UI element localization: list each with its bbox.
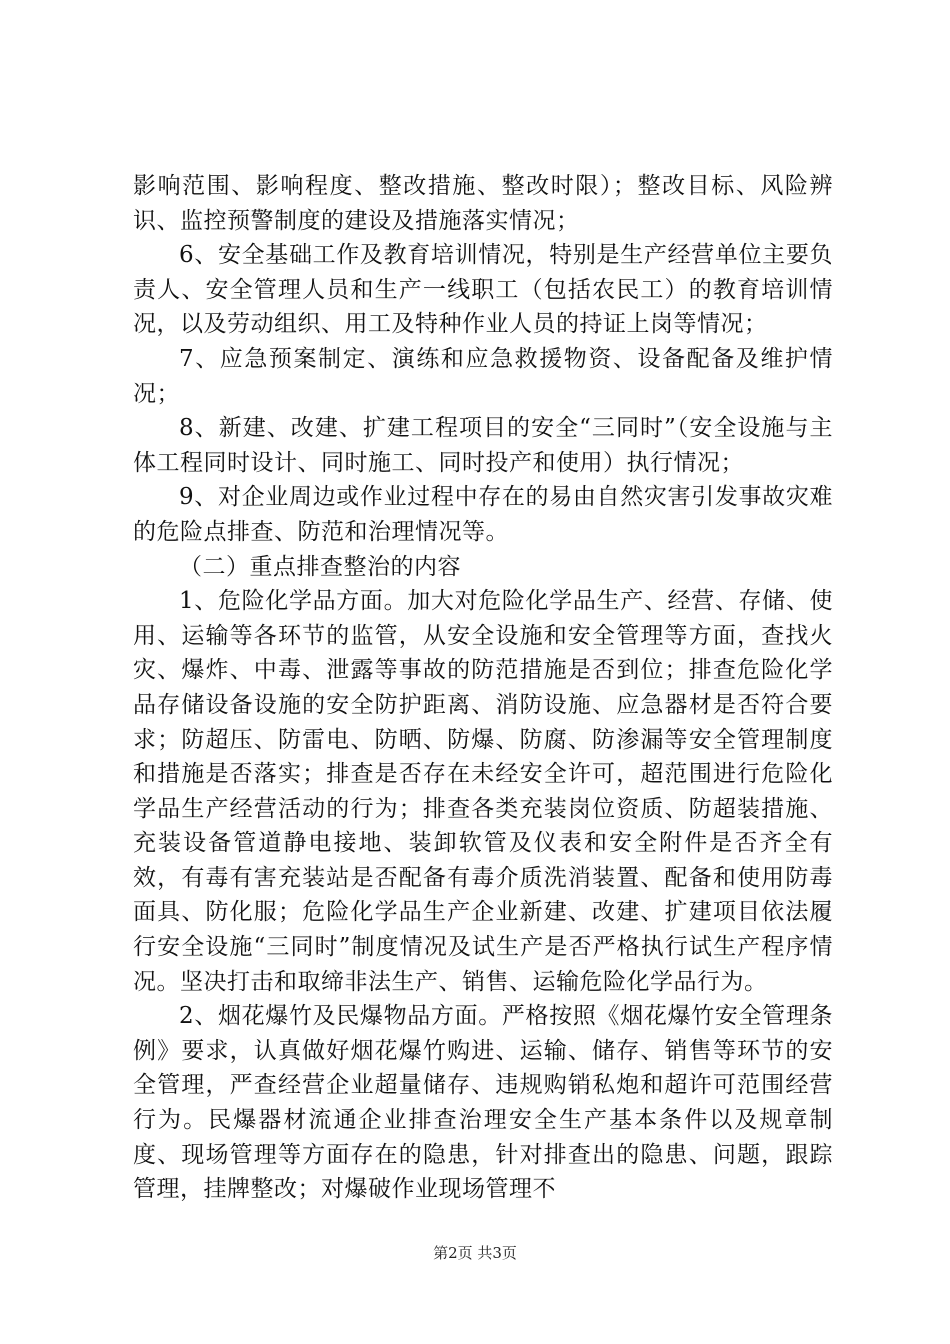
page-number-label: 第2页 共3页 [433,1244,517,1262]
section-heading-2: （二）重点排查整治的内容 [179,553,461,580]
page-footer [0,1242,950,1263]
paragraph-key-2: 2、烟花爆竹及民爆物品方面。严格按照《烟花爆竹安全管理条例》要求，认真做好烟花爆竹购进、运输、储存、销售等环节的安全管理，严查经营企业超量储存、违规购销私炮和超许可范围经营行为。民爆器材流通企业排查治理安全生产基本条件以及规章制度、现场管理等方面存在的隐患，针对排查出的隐患、问题，跟踪管理，挂牌整改；对爆破作业现场管理不 [133,1003,833,1203]
paragraph-item-9: 9、对企业周边或作业过程中存在的易由自然灾害引发事故灾难的危险点排查、防范和治理情况等。 [133,484,833,545]
paragraph-continuation: 影响范围、影响程度、整改措施、整改时限）；整改目标、风险辨识、监控预警制度的建设及措施落实情况； [133,173,833,234]
document-body [133,169,833,1207]
paragraph-item-7: 7、应急预案制定、演练和应急救援物资、设备配备及维护情况； [133,345,833,407]
paragraph-item-8: 8、新建、改建、扩建工程项目的安全“三同时”（安全设施与主体工程同时设计、同时施工、同时投产和使用）执行情况； [133,415,833,476]
paragraph-item-6: 6、安全基础工作及教育培训情况，特别是生产经营单位主要负责人、安全管理人员和生产一线职工（包括农民工）的教育培训情况，以及劳动组织、用工及特种作业人员的持证上岗等情况； [133,242,833,338]
paragraph-key-1: 1、危险化学品方面。加大对危险化学品生产、经营、存储、使用、运输等各环节的监管，从安全设施和安全管理等方面，查找火灾、爆炸、中毒、泄露等事故的防范措施是否到位；排查危险化学品存储设备设施的安全防护距离、消防设施、应急器材是否符合要求；防超压、防雷电、防晒、防爆、防腐、防渗漏等安全管理制度和措施是否落实；排查是否存在未经安全许可，超范围进行危险化学品生产经营活动的行为；排查各类充装岗位资质、防超装措施、充装设备管道静电接地、装卸软管及仪表和安全附件是否齐全有效，有毒有害充装站是否配备有毒介质洗消装置、配备和使用防毒面具、防化服；危险化学品生产企业新建、改建、扩建项目依法履行安全设施“三同时”制度情况及试生产是否严格执行试生产程序情况。坚决打击和取缔非法生产、销售、运输危险化学品行为。 [133,588,833,995]
